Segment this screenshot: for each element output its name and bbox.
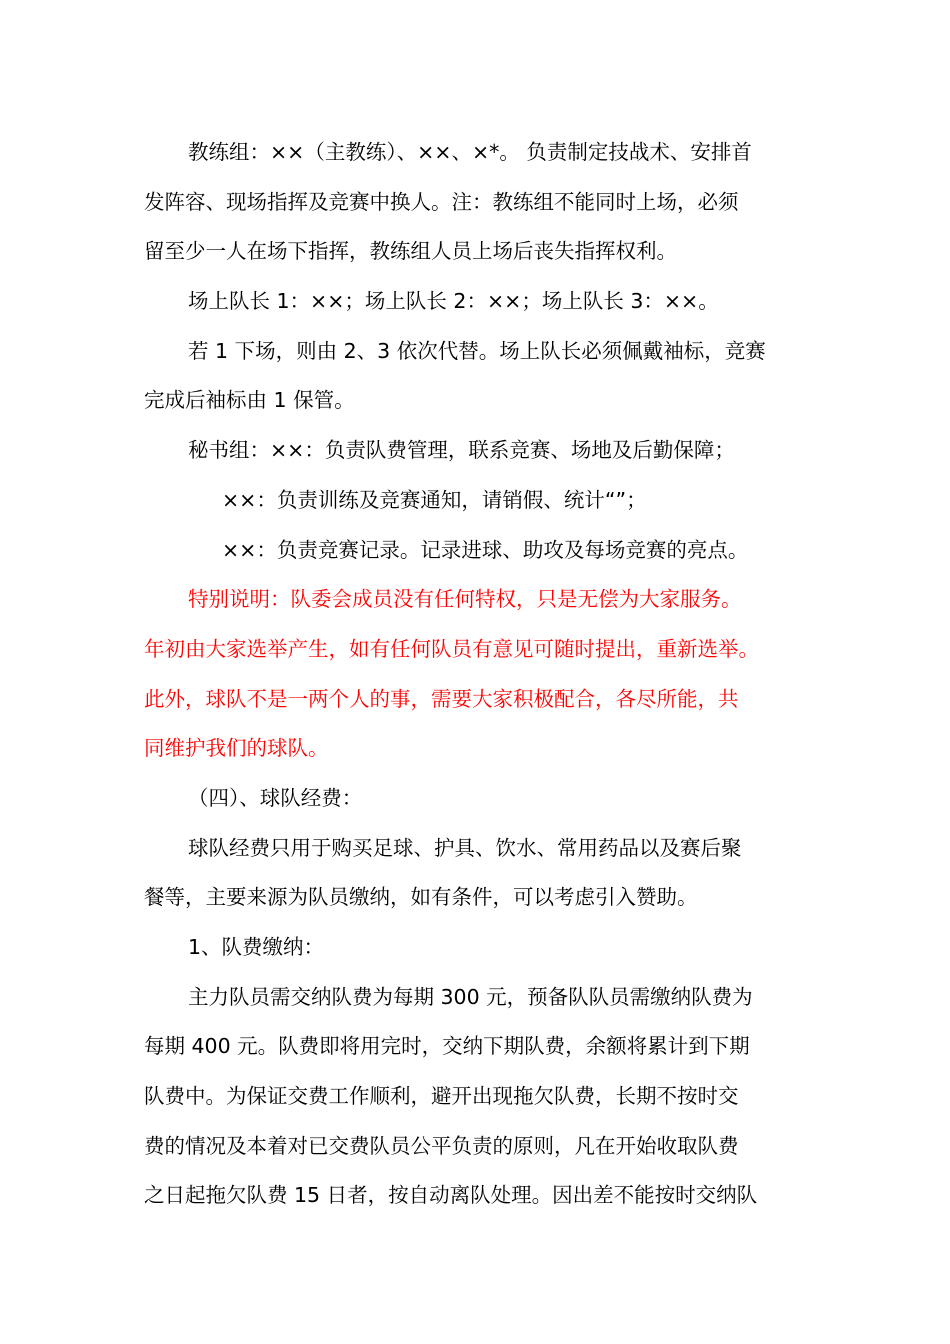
highlighted-text-line: 特别说明：队委会成员没有任何特权，只是无偿为大家服务。: [188, 587, 742, 612]
document-body: [144, 128, 812, 1221]
text-line: 1、队费缴纳：: [188, 935, 325, 959]
text-line: 发阵容、现场指挥及竞赛中换人。注：教练组不能同时上场，必须: [144, 189, 739, 214]
text-line: 每期 400 元。队费即将用完时，交纳下期队费，余额将累计到下期: [144, 1034, 750, 1059]
text-line: 餐等，主要来源为队员缴纳，如有条件，可以考虑引入赞助。: [144, 885, 698, 910]
text-line: 球队经费只用于购买足球、护具、饮水、常用药品以及赛后聚: [188, 835, 742, 860]
highlighted-text-line: 同维护我们的球队。: [144, 736, 329, 761]
text-line: 完成后袖标由 1 保管。: [144, 388, 355, 413]
text-line: 场上队长 1：××；场上队长 2：××；场上队长 3：××。: [188, 289, 719, 314]
text-line: 费的情况及本着对已交费队员公平负责的原则，凡在开始收取队费: [144, 1133, 739, 1158]
highlighted-text-line: 年初由大家选举产生，如有任何队员有意见可随时提出，重新选举。: [144, 636, 759, 661]
highlighted-text-line: 此外，球队不是一两个人的事，需要大家积极配合，各尽所能，共: [144, 686, 739, 711]
text-line: 教练组：××（主教练）、××、×*。 负责制定技战术、安排首: [188, 140, 752, 164]
text-line: 秘书组：××：负责队费管理，联系竞赛、场地及后勤保障；: [188, 438, 735, 463]
text-line: ××：负责训练及竞赛通知，请销假、统计“”；: [222, 487, 647, 512]
text-line: 若 1 下场，则由 2、3 依次代替。场上队长必须佩戴袖标，竞赛: [188, 338, 766, 363]
text-line: 主力队员需交纳队费为每期 300 元，预备队队员需缴纳队费为: [188, 984, 753, 1009]
text-line: 之日起拖欠队费 15 日者，按自动离队处理。因出差不能按时交纳队: [144, 1183, 758, 1208]
text-line: （四）、球队经费：: [188, 785, 363, 810]
text-line: 队费中。为保证交费工作顺利，避开出现拖欠队费，长期不按时交: [144, 1084, 739, 1109]
text-line: 留至少一人在场下指挥，教练组人员上场后丧失指挥权利。: [144, 239, 677, 264]
text-line: ××：负责竞赛记录。记录进球、助攻及每场竞赛的亮点。: [222, 537, 749, 562]
